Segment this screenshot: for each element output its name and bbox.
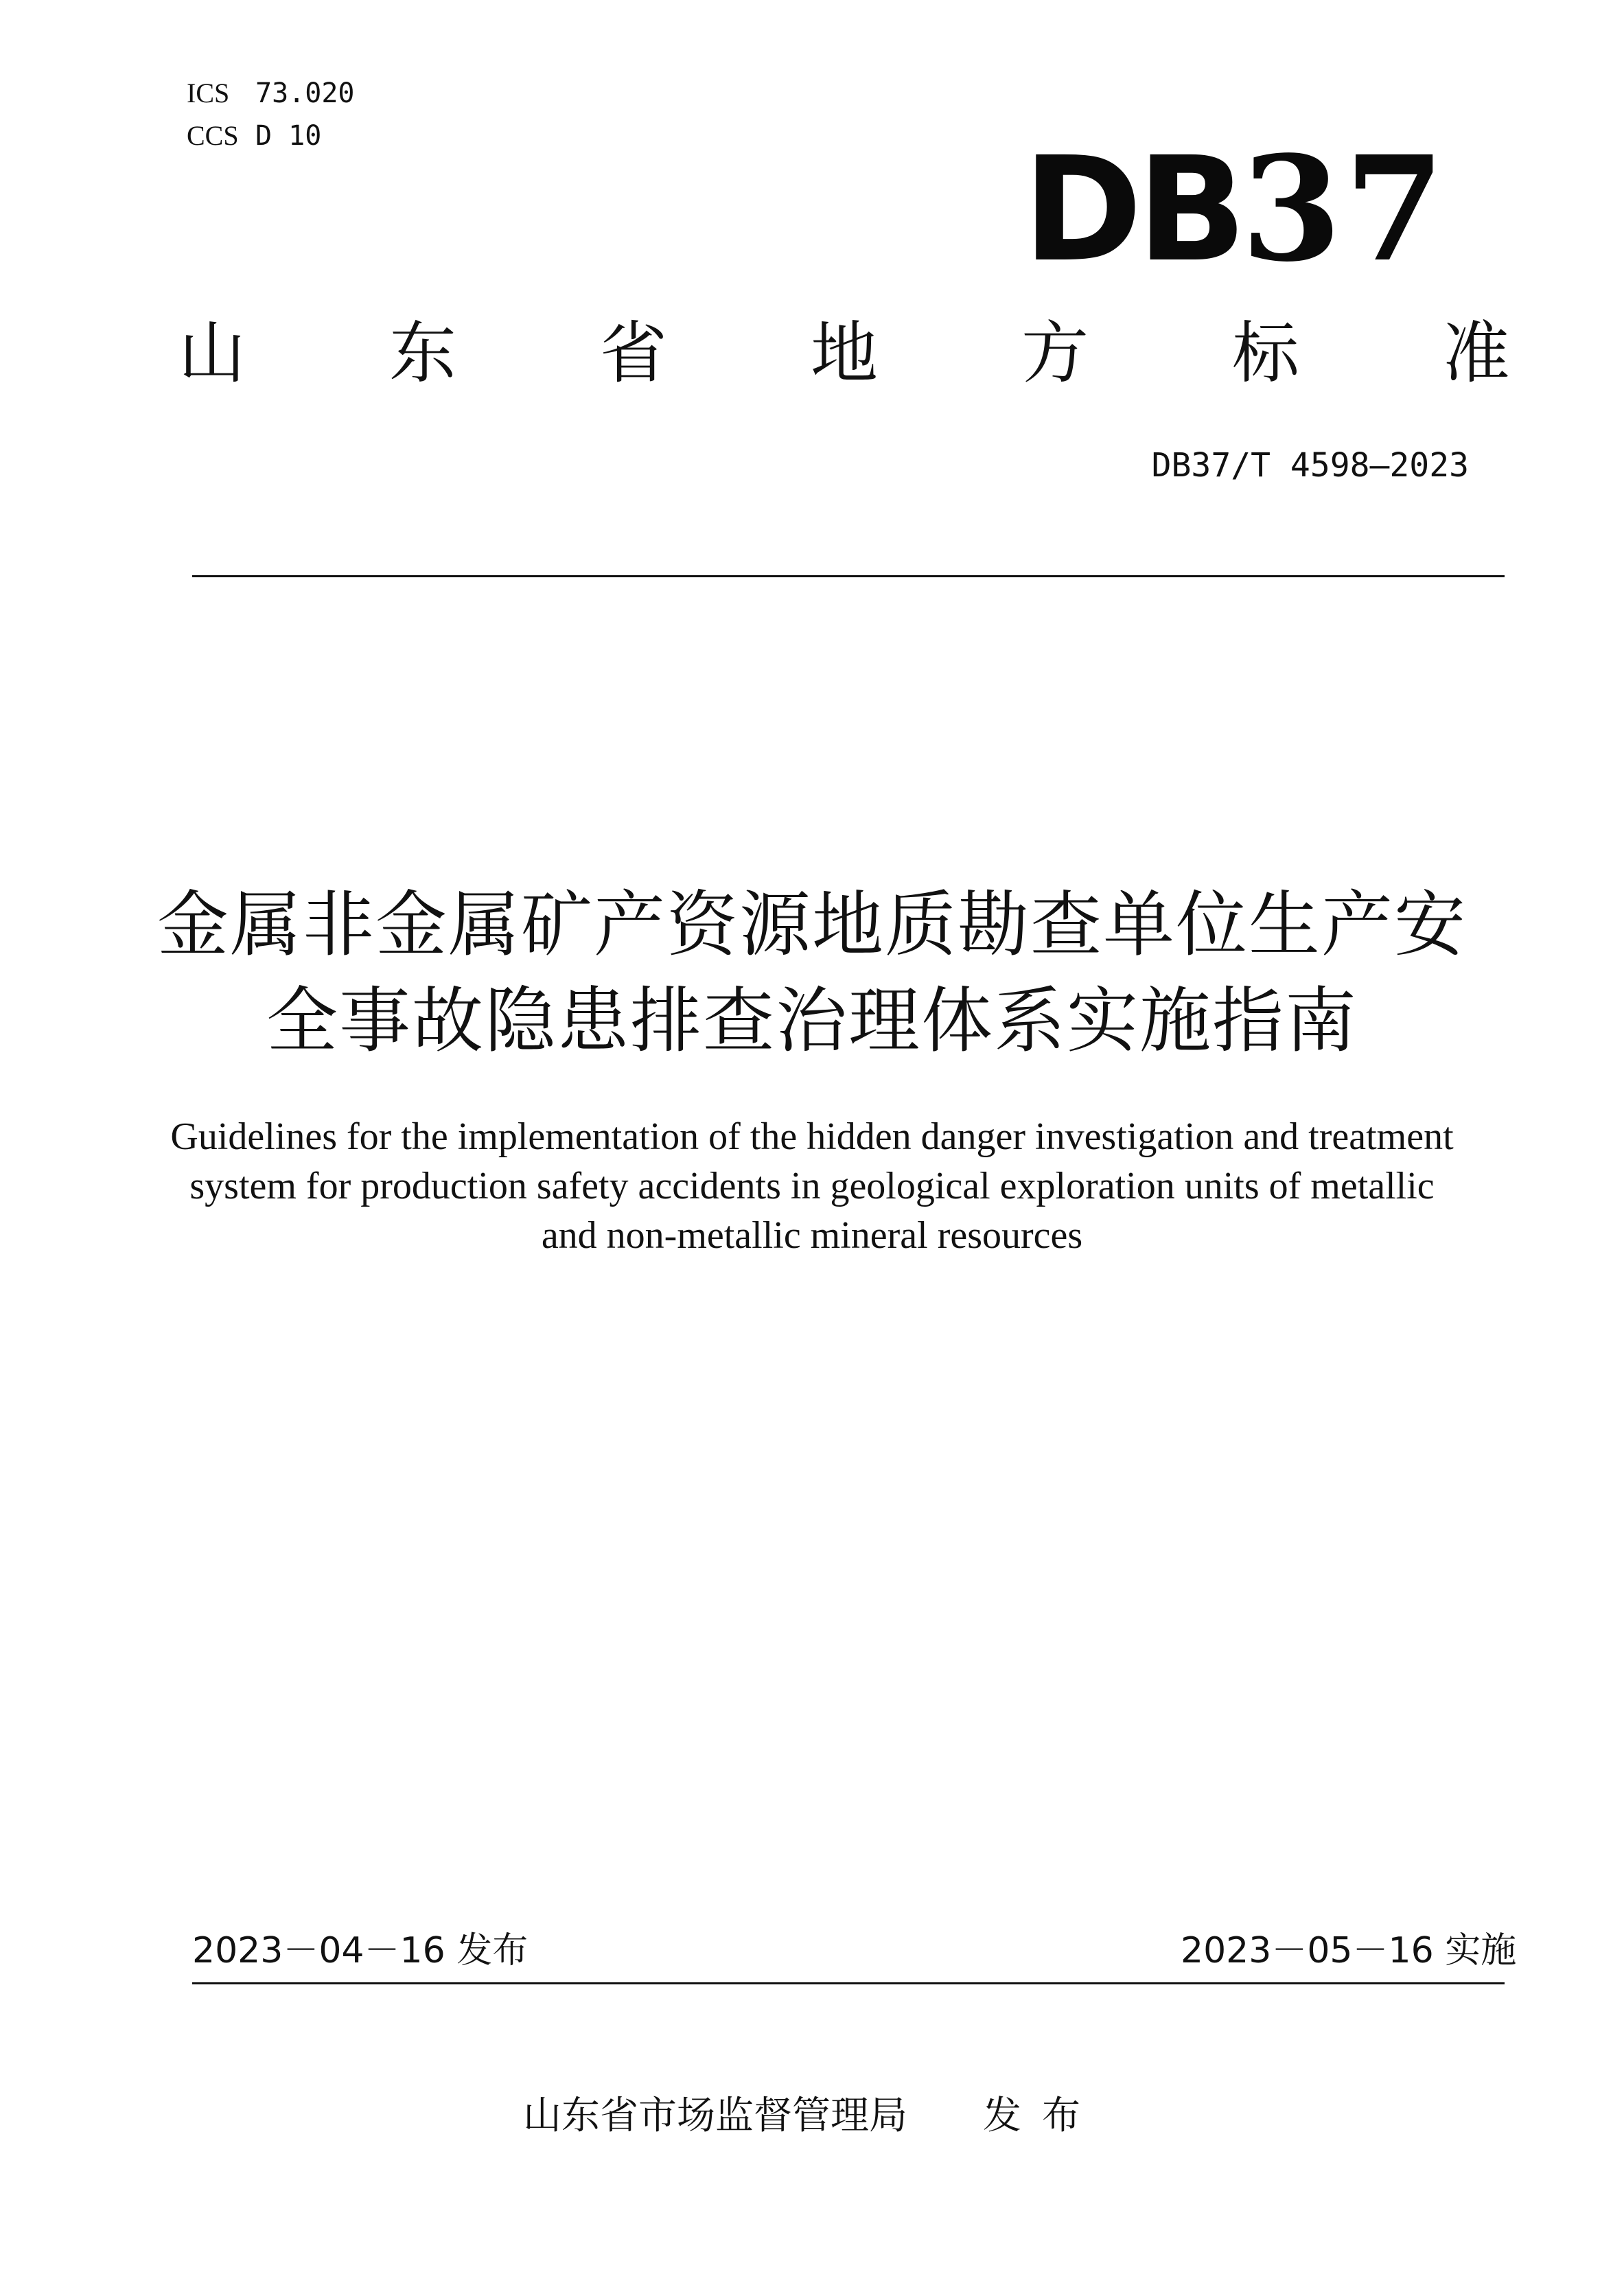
ccs-value: D 10 bbox=[255, 120, 322, 152]
standard-type-char: 东 bbox=[388, 314, 456, 393]
top-divider bbox=[192, 575, 1505, 577]
title-en: Guidelines for the implementation of the hidden danger investigation and treatment system for production safety accidents in geological exploration units of metallic and non-metallic mineral resources bbox=[170, 1115, 1454, 1257]
logo-letters: DB bbox=[1023, 126, 1242, 294]
standard-type-char: 方 bbox=[1021, 314, 1089, 393]
ccs-code bbox=[187, 119, 321, 152]
implementation-date: 2023－05－16 实施 bbox=[1181, 1930, 1517, 1971]
logo-number: 37 bbox=[1241, 124, 1448, 294]
title-zh-line-2: 全事故隐患排查治理体系实施指南 bbox=[266, 979, 1358, 1063]
standard-type-char: 山 bbox=[178, 314, 246, 393]
publisher bbox=[412, 2092, 1212, 2140]
db37-logo bbox=[1023, 124, 1448, 294]
issue-date: 2023－04－16 发布 bbox=[192, 1930, 529, 1971]
standard-type-char: 准 bbox=[1442, 314, 1510, 393]
ccs-label: CCS bbox=[187, 120, 239, 151]
standard-type-char: 标 bbox=[1231, 314, 1299, 393]
title-zh-line-1: 金属非金属矿产资源地质勘查单位生产安 bbox=[156, 883, 1467, 966]
ics-code bbox=[187, 77, 355, 110]
standard-type-char: 省 bbox=[599, 314, 667, 393]
standard-type-heading bbox=[178, 312, 1510, 395]
bottom-divider bbox=[192, 1982, 1505, 1984]
ics-value: 73.020 bbox=[255, 78, 355, 109]
ics-label: ICS bbox=[187, 78, 230, 108]
publisher-action: 发布 bbox=[983, 2094, 1101, 2138]
standard-type-char: 地 bbox=[810, 314, 878, 393]
publisher-name: 山东省市场监督管理局 bbox=[523, 2094, 907, 2138]
standard-number: DB37/T 4598—2023 bbox=[1151, 446, 1469, 485]
